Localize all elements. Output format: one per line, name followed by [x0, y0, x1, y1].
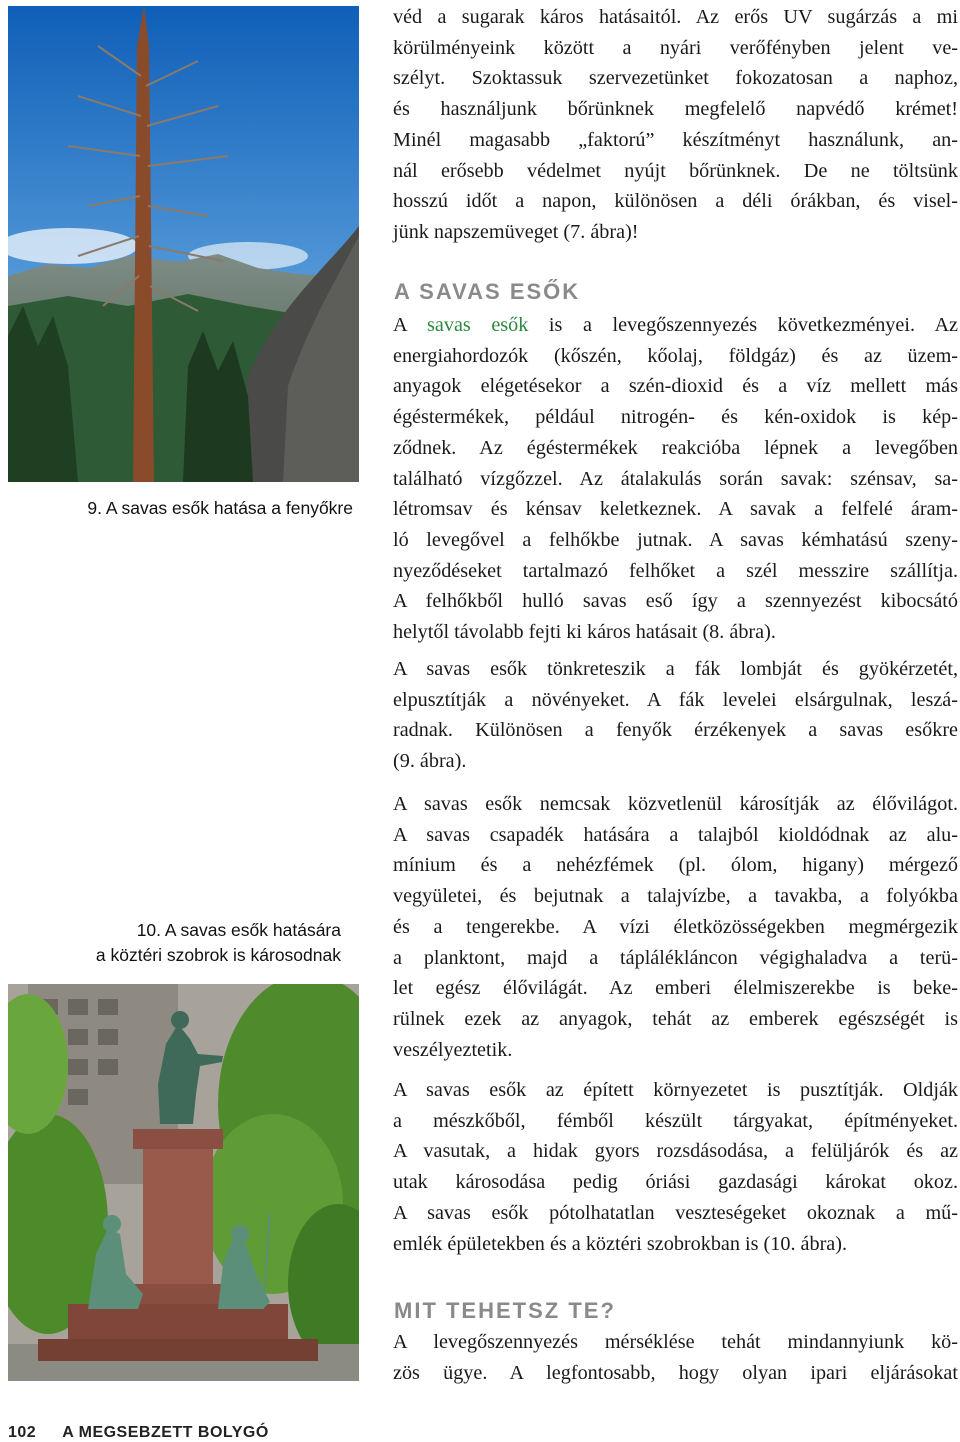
text-line: elpusztítják a növényeket. A fák levelei elsárgulnak, leszá-	[393, 688, 958, 711]
page-number: 102	[8, 1424, 37, 1441]
text-line: szélyt. Szoktassuk szervezetünket fokozatosan a naphoz,	[393, 67, 958, 90]
figure-10-caption-line: 10. A savas esők hatására	[136, 920, 341, 940]
text-line: nál erősebb védelmet nyújt bőrünknek. De ne töltsünk	[393, 159, 958, 182]
text-line: rülnek ezek az anyagok, tehát az emberek egészségét is	[393, 1007, 958, 1030]
text-line: és a tengerekbe. A vízi életközösségekben megmérgezik	[393, 915, 958, 938]
text-line	[393, 310, 958, 341]
text-line: A felhőkből hulló savas eső így a szennyezést kibocsátó	[393, 590, 958, 613]
text-line: radnak. Különösen a fenyők érzékenyek a savas esőkre	[393, 719, 958, 742]
text-line: A savas esők pótolhatatlan veszteségeket okoznak a mű-	[393, 1201, 958, 1224]
text-line: A savas csapadék hatására a talajból kioldódnak az alu-	[393, 823, 958, 846]
text-line: ződnek. Az égéstermékek reakcióba lépnek a levegőben	[393, 436, 958, 459]
page-footer	[8, 1424, 269, 1442]
text-line: utak károsodása pedig óriási gazdasági károkat okoz.	[393, 1171, 958, 1194]
pine-tree-photo	[8, 6, 359, 482]
text-line: ló levegővel a felhőkbe jutnak. A savas kémhatású szeny-	[393, 528, 958, 551]
acid-rain-paragraph-3	[393, 789, 958, 1065]
text-line: A savas esők az épített környezetet is pusztítják. Oldják	[393, 1079, 958, 1101]
text-line: a mészkőből, fémből készült tárgyakat, építményeket.	[393, 1109, 958, 1132]
section-heading-what-can-you-do: MIT TEHETSZ TE?	[394, 1298, 616, 1323]
text-line: emlék épületekben és a köztéri szobrokban is (10. ábra).	[393, 1232, 848, 1255]
acid-rain-paragraph-4-block	[393, 1075, 958, 1259]
acid-rain-paragraph-1	[393, 310, 958, 648]
book-title: A MEGSEBZETT BOLYGÓ	[62, 1424, 269, 1441]
text-line: helytől távolabb fejti ki káros hatásait (8. ábra).	[393, 621, 776, 644]
what-can-you-do-paragraph-block	[393, 1327, 958, 1388]
what-can-you-do-paragraph	[393, 1327, 958, 1388]
text-line: energiahordozók (kőszén, kőolaj, földgáz) és az üzem-	[393, 344, 958, 367]
text-line: zös ügye. A legfontosabb, hogy olyan ipari eljárásokat	[393, 1361, 958, 1384]
acid-rain-paragraph-2-block	[393, 654, 958, 777]
text-line: a planktont, majd a táplálékláncon végighaladva a terü-	[393, 946, 958, 969]
text-line: (9. ábra).	[393, 750, 467, 773]
text-line: hosszú időt a napon, különösen a déli órákban, és visel-	[393, 190, 958, 213]
figure-10-caption-line: a köztéri szobrok is károsodnak	[95, 945, 341, 965]
text-line: mínium és a nehézfémek (pl. ólom, higany) mérgező	[393, 854, 958, 877]
keyword-acid-rain: savas esők	[427, 314, 529, 336]
text-line: A levegőszennyezés mérséklése tehát mindannyiunk kö-	[393, 1331, 958, 1353]
text-line: jünk napszemüveget (7. ábra)!	[393, 220, 639, 243]
text-line: nyeződéseket tartalmazó felhőket a szél messzire szállítja.	[393, 559, 958, 582]
text-line: Minél magasabb „faktorú” készítményt használunk, an-	[393, 128, 958, 151]
text-line: anyagok elégetésekor a szén-dioxid és a víz mellett más	[393, 375, 958, 398]
acid-rain-paragraph-1-block	[393, 310, 958, 648]
text-line: veszélyeztetik.	[393, 1038, 513, 1061]
figure-9-caption-text: 9. A savas esők hatása a fenyőkre	[87, 498, 353, 518]
statue-photo	[8, 984, 359, 1381]
acid-rain-paragraph-4	[393, 1075, 958, 1259]
intro-paragraph	[393, 2, 958, 248]
section-heading-acid-rain: A SAVAS ESŐK	[394, 279, 581, 304]
text-line: A vasutak, a hidak gyors rozsdásodása, a felüljárók és az	[393, 1140, 958, 1163]
acid-rain-paragraph-2	[393, 654, 958, 777]
text-fragment: is a levegőszennyezés következményei. Az	[528, 314, 959, 336]
text-line: A savas esők tönkreteszik a fák lombját és gyökérzetét,	[393, 658, 958, 680]
figure-9-caption	[8, 496, 353, 521]
figure-10-caption	[8, 918, 341, 968]
text-line: körülményeink között a nyári verőfényben jelent ve-	[393, 36, 958, 59]
text-line: véd a sugarak káros hatásaitól. Az erős UV sugárzás a mi	[393, 6, 958, 28]
acid-rain-paragraph-3-block	[393, 789, 958, 1065]
text-line: let egész élővilágát. Az emberi élelmiszerekbe is beke-	[393, 977, 958, 1000]
text-line: és használjunk bőrünknek megfelelő napvédő krémet!	[393, 98, 958, 121]
intro-paragraph-block	[393, 2, 958, 248]
text-line: égéstermékek, például nitrogén- és kén-oxidok is kép-	[393, 406, 958, 429]
text-line: vegyületei, és bejutnak a talajvízbe, a tavakba, a folyókba	[393, 885, 958, 908]
text-line: létromsav és kénsav keletkeznek. A savak a felfelé áram-	[393, 498, 958, 521]
text-line: található vízgőzzel. Az átalakulás során savak: szénsav, sa-	[393, 467, 958, 490]
text-fragment: A	[393, 314, 428, 336]
text-line: A savas esők nemcsak közvetlenül károsítják az élővilágot.	[393, 793, 958, 815]
